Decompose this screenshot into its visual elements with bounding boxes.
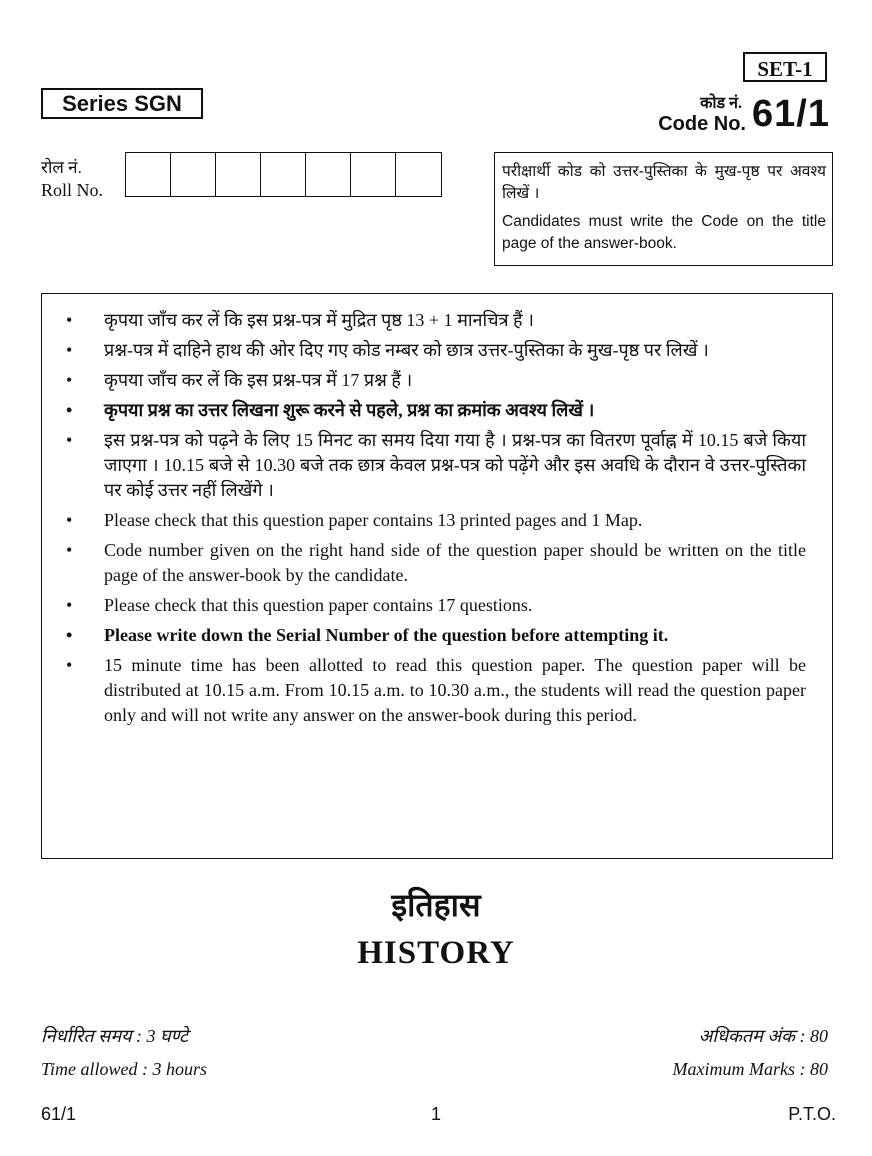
instruction-text: कृपया जाँच कर लें कि इस प्रश्न-पत्र में मुद्रित पृष्ठ 13 + 1 मानचित्र हैं ।: [104, 310, 534, 330]
roll-digit-box[interactable]: [306, 153, 351, 196]
instruction-item: [62, 508, 806, 533]
instruction-text: Please check that this question paper contains 17 questions.: [104, 595, 533, 615]
candidate-note-english: Candidates must write the Code on the title page of the answer-book.: [502, 213, 826, 252]
roll-digit-box[interactable]: [351, 153, 396, 196]
subject-title-english: HISTORY: [357, 935, 515, 971]
roll-digit-box[interactable]: [216, 153, 261, 196]
code-label-hindi: कोड नं.: [700, 95, 742, 112]
roll-digit-box[interactable]: [126, 153, 171, 196]
pto-label: P.T.O.: [788, 1104, 836, 1124]
roll-digit-box[interactable]: [261, 153, 306, 196]
bullet-icon: •: [66, 400, 73, 420]
series-label: Series SGN: [41, 88, 203, 119]
roll-number-boxes[interactable]: [125, 152, 442, 197]
instruction-item: [62, 623, 806, 648]
candidate-note-box: [494, 152, 833, 266]
instruction-text: प्रश्न-पत्र में दाहिने हाथ की ओर दिए गए कोड नम्बर को छात्र उत्तर-पुस्तिका के मुख-पृष्ठ पर लिखें ।: [104, 340, 709, 360]
time-allowed-english: Time allowed : 3 hours: [41, 1059, 208, 1079]
bullet-icon: •: [66, 340, 73, 360]
candidate-note-hindi: परीक्षार्थी कोड को उत्तर-पुस्तिका के मुख-पृष्ठ पर अवश्य लिखें ।: [502, 163, 826, 202]
max-marks-english: Maximum Marks : 80: [672, 1059, 828, 1079]
instruction-text: 15 minute time has been allotted to read this question paper. The question paper will be distributed at 10.15 a.m. From 10.15 a.m. to 10.30 a.m., the students will read the question paper only and will not write any answer on the answer-book during this period.: [104, 655, 806, 725]
time-allowed-hindi: निर्धारित समय : 3 घण्टे: [41, 1026, 189, 1046]
footer-code: 61/1: [41, 1104, 77, 1124]
instruction-text: Please write down the Serial Number of the question before attempting it.: [104, 625, 669, 645]
subject-title-hindi: इतिहास: [391, 887, 481, 923]
instruction-item: [62, 338, 806, 363]
roll-digit-box[interactable]: [171, 153, 216, 196]
instructions-box: [41, 293, 833, 859]
instruction-item: [62, 653, 806, 728]
bullet-icon: •: [66, 430, 73, 450]
bullet-icon: •: [66, 510, 73, 530]
instruction-item: [62, 308, 806, 333]
code-label-english: Code No.: [658, 113, 746, 135]
instruction-item: [62, 398, 806, 423]
instruction-text: Code number given on the right hand side of the question paper should be written on the title page of the answer-book by the candidate.: [104, 540, 806, 585]
instruction-item: [62, 428, 806, 503]
bullet-icon: •: [66, 370, 73, 390]
bullet-icon: •: [66, 310, 73, 330]
instruction-item: [62, 368, 806, 393]
instruction-item: [62, 538, 806, 588]
max-marks-hindi: अधिकतम अंक : 80: [698, 1026, 828, 1046]
instruction-text: Please check that this question paper contains 13 printed pages and 1 Map.: [104, 510, 643, 530]
bullet-icon: •: [66, 595, 73, 615]
roll-label-english: Roll No.: [41, 180, 104, 200]
bullet-icon: •: [66, 655, 73, 675]
instruction-item: [62, 593, 806, 618]
instructions-list: [62, 308, 806, 728]
roll-digit-box[interactable]: [396, 153, 441, 196]
bullet-icon: •: [66, 625, 73, 645]
instruction-text: कृपया प्रश्न का उत्तर लिखना शुरू करने से पहले, प्रश्न का क्रमांक अवश्य लिखें ।: [104, 400, 595, 420]
set-label: SET-1: [743, 52, 827, 82]
instruction-text: कृपया जाँच कर लें कि इस प्रश्न-पत्र में 17 प्रश्न हैं ।: [104, 370, 413, 390]
instruction-text: इस प्रश्न-पत्र को पढ़ने के लिए 15 मिनट का समय दिया गया है । प्रश्न-पत्र का वितरण पूर्वाह्न में 10.15 बजे किया जाएगा । 10.15 बजे से 10.30 बजे तक छात्र केवल प्रश्न-पत्र को पढ़ेंगे और इस अवधि के दौरान वे उत्तर-पुस्तिका पर कोई उत्तर नहीं लिखेंगे ।: [104, 430, 806, 500]
bullet-icon: •: [66, 540, 73, 560]
page-number: 1: [431, 1104, 442, 1124]
roll-label-hindi: रोल नं.: [41, 158, 82, 177]
code-number: 61/1: [752, 93, 830, 135]
